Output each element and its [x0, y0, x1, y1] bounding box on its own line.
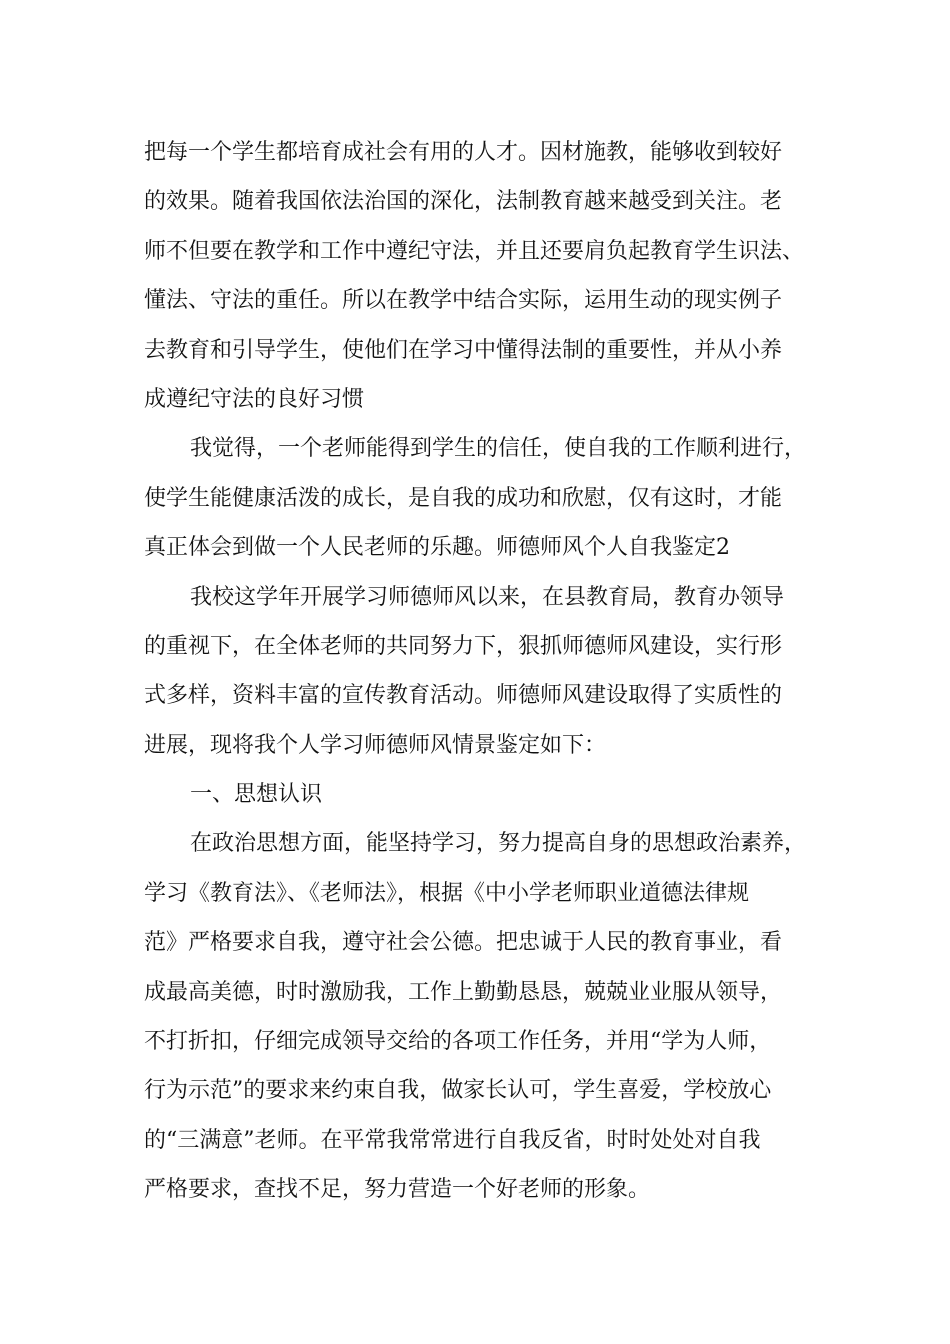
paragraph-first-line: 在政治思想方面，能坚持学习，努力提高自身的思想政治素养，: [190, 831, 807, 857]
text-line: 去教育和引导学生，使他们在学习中懂得法制的重要性，并从小养: [144, 337, 783, 363]
text-line: 范》严格要求自我，遵守社会公德。把忠诚于人民的教育事业，看: [144, 930, 783, 956]
text-line: 的重视下，在全体老师的共同努力下，狠抓师德师风建设，实行形: [144, 633, 783, 659]
paragraph-first-line: 我觉得，一个老师能得到学生的信任，使自我的工作顺利进行，: [190, 436, 807, 462]
text-line: 进展，现将我个人学习师德师风情景鉴定如下：: [144, 732, 607, 758]
text-line: 不打折扣，仔细完成领导交给的各项工作任务，并用“学为人师，: [144, 1029, 772, 1055]
document-body: [144, 128, 828, 1215]
text-line: 懂法、守法的重任。所以在教学中结合实际，运用生动的现实例子: [144, 288, 783, 314]
text-line: 使学生能健康活泼的成长，是自我的成功和欣慰，仅有这时，才能: [144, 485, 783, 511]
text-line: 行为示范”的要求来约束自我，做家长认可，学生喜爱，学校放心: [144, 1078, 772, 1104]
text-line: 严格要求，查找不足，努力营造一个好老师的形象。: [144, 1177, 651, 1203]
text-line: 把每一个学生都培育成社会有用的人才。因材施教，能够收到较好: [144, 140, 783, 165]
text-line: 的效果。随着我国依法治国的深化，法制教育越来越受到关注。老: [144, 189, 783, 215]
text-line: 学习《教育法》、《老师法》，根据《中小学老师职业道德法律规: [144, 880, 750, 906]
text-line: 师不但要在教学和工作中遵纪守法，并且还要肩负起教育学生识法、: [144, 238, 805, 264]
text-line: 式多样，资料丰富的宣传教育活动。师德师风建设取得了实质性的: [144, 683, 783, 709]
section-heading: 一、思想认识: [190, 782, 323, 808]
text-line: 成最高美德，时时激励我，工作上勤勤恳恳，兢兢业业服从领导，: [144, 979, 783, 1005]
text-line: 成遵纪守法的良好习惯: [144, 386, 365, 412]
paragraph-first-line: 我校这学年开展学习师德师风以来，在县教育局，教育办领导: [190, 584, 785, 610]
text-line: 真正体会到做一个人民老师的乐趣。师德师风个人自我鉴定2: [144, 535, 730, 561]
text-line: 的“三满意”老师。在平常我常常进行自我反省，时时处处对自我: [144, 1127, 761, 1153]
